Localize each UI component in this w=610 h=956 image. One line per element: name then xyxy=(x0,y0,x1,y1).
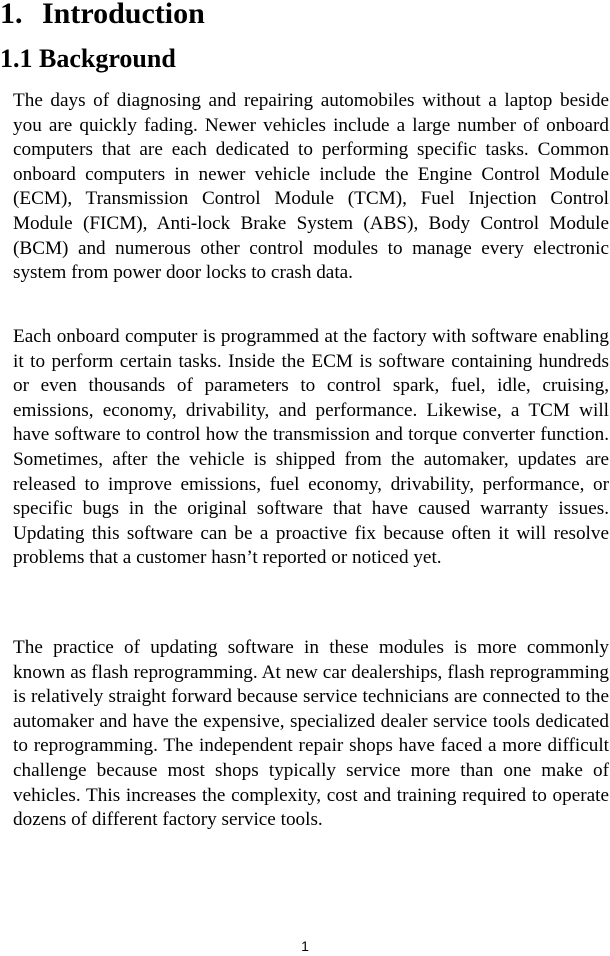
chapter-title: Introduction xyxy=(42,0,205,30)
body-paragraph: Each onboard computer is programmed at the factory with software enabling it to perform certain tasks. Inside the ECM is software containing hundreds or even thousands of parameters to control spark, fuel, idle, cruising, emissions, economy, drivability, and performance. Likewise, a TCM will have software to control how the transmission and torque converter function. Sometimes, after the vehicle is shipped from the automaker, updates are released to improve emissions, fuel economy, drivability, performance, or specific bugs in the original software that have caused warranty issues. Updating this software can be a proactive fix because often it will resolve problems that a customer hasn’t reported or noticed yet. xyxy=(13,326,609,569)
chapter-number: 1. xyxy=(0,0,23,30)
page-number: 1 xyxy=(301,938,309,954)
chapter-heading xyxy=(0,0,205,32)
body-paragraph: The days of diagnosing and repairing automobiles without a laptop beside you are quickly fading. Newer vehicles include a large number of onboard computers that are each dedicated to performing specific tasks. Common onboard computers in newer vehicle include the Engine Control Module (ECM), Transmission Control Module (TCM), Fuel Injection Control Module (FICM), Anti-lock Brake System (ABS), Body Control Module (BCM) and numerous other control modules to manage every electronic system from power door locks to crash data. xyxy=(13,90,609,284)
section-heading: 1.1 Background xyxy=(0,44,176,73)
body-paragraph: The practice of updating software in these modules is more commonly known as flash reprogramming. At new car dealerships, flash reprogramming is relatively straight forward because service technicians are connected to the automaker and have the expensive, specialized dealer service tools dedicated to reprogramming. The independent repair shops have faced a more difficult challenge because most shops typically service more than one make of vehicles. This increases the complexity, cost and training required to operate dozens of different factory service tools. xyxy=(13,637,609,831)
